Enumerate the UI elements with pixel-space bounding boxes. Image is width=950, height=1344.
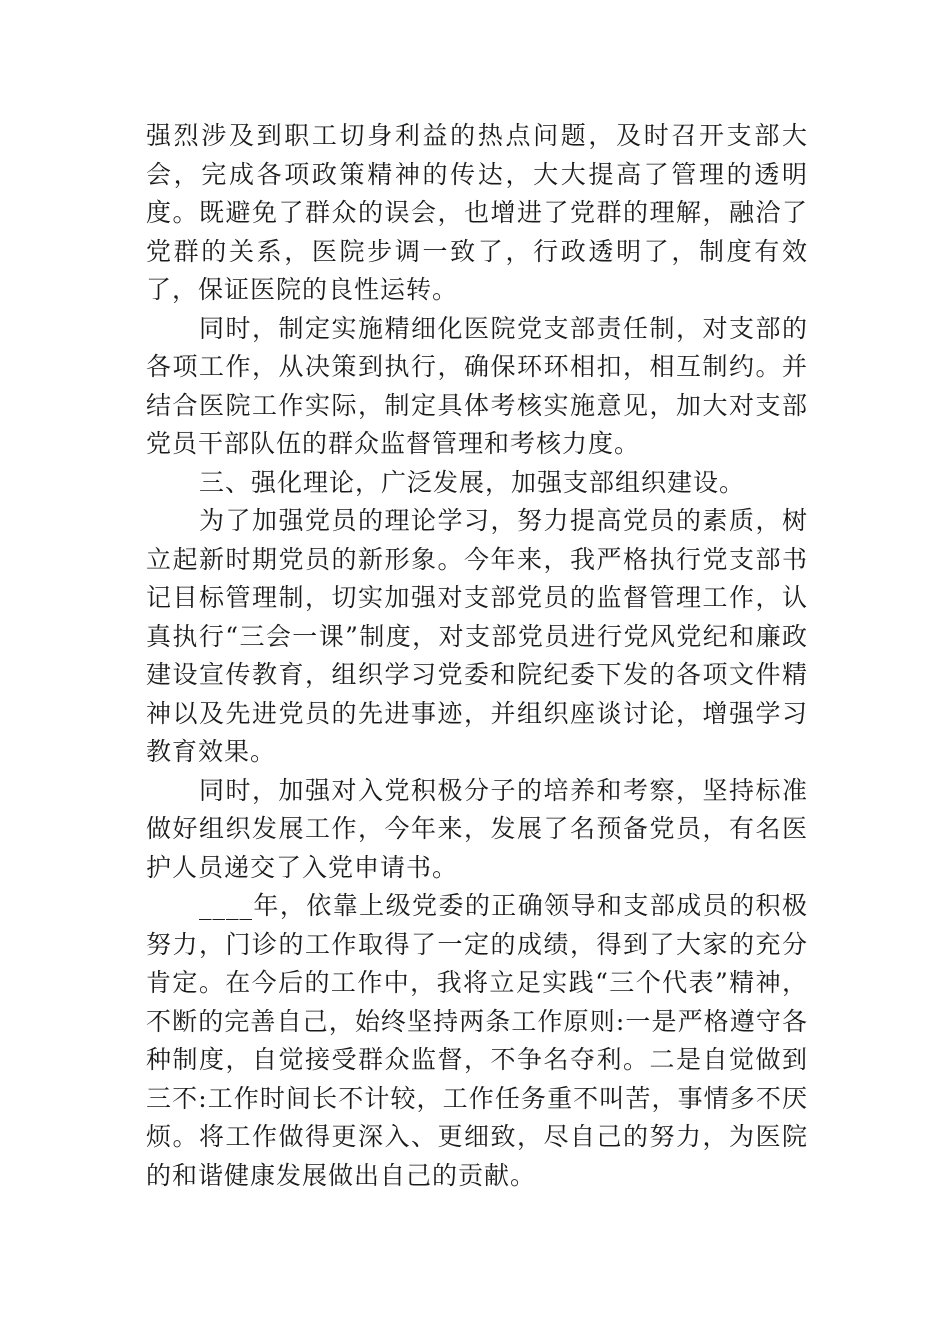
document-body: [146, 117, 808, 1195]
paragraph-4: 为了加强党员的理论学习，努力提高党员的素质，树立起新时期党员的新形象。今年来，我严格执行党支部书记目标管理制，切实加强对支部党员的监督管理工作，认真执行“三会一课”制度，对支部党员进行党风党纪和廉政建设宣传教育，组织学习党委和院纪委下发的各项文件精神以及先进党员的先进事迹，并组织座谈讨论，增强学习教育效果。: [146, 506, 808, 766]
paragraph-6: ____年，依靠上级党委的正确领导和支部成员的积极努力，门诊的工作取得了一定的成绩，得到了大家的充分肯定。在今后的工作中，我将立足实践“三个代表”精神，不断的完善自己，始终坚持两条工作原则:一是严格遵守各种制度，自觉接受群众监督，不争名夺利。二是自觉做到三不:工作时间长不计较，工作任务重不叫苦，事情多不厌烦。将工作做得更深入、更细致，尽自己的努力，为医院的和谐健康发展做出自己的贡献。: [146, 891, 808, 1190]
section-heading-3: 三、强化理论，广泛发展，加强支部组织建设。: [199, 467, 746, 497]
paragraph-5: 同时，加强对入党积极分子的培养和考察，坚持标准做好组织发展工作，今年来，发展了名预备党员，有名医护人员递交了入党申请书。: [146, 775, 808, 882]
paragraph-1: 强烈涉及到职工切身利益的热点问题，及时召开支部大会，完成各项政策精神的传达，大大提高了管理的透明度。既避免了群众的误会，也增进了党群的理解，融洽了党群的关系，医院步调一致了，行政透明了，制度有效了，保证医院的良性运转。: [146, 121, 808, 304]
paragraph-2: 同时，制定实施精细化医院党支部责任制，对支部的各项工作，从决策到执行，确保环环相扣，相互制约。并结合医院工作实际，制定具体考核实施意见，加大对支部党员干部队伍的群众监督管理和考核力度。: [146, 313, 808, 458]
